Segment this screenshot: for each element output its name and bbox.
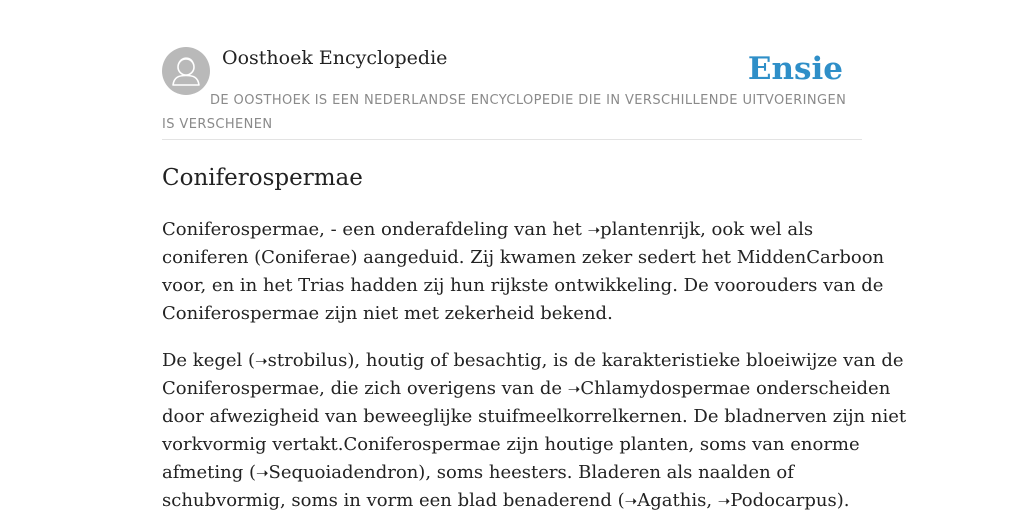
- text-segment: coniferen (Coniferae) aangeduid. Zij kwamen zeker sedert het MiddenCarboon: [162, 247, 885, 268]
- text-segment: ).: [836, 490, 850, 511]
- paragraph-line: [162, 431, 862, 459]
- paragraph-line: [162, 487, 862, 512]
- text-segment: afmeting (: [162, 462, 256, 483]
- cross-reference-label: Sequoiadendron: [268, 462, 419, 483]
- paragraph-line: [162, 375, 891, 403]
- paragraph-line: [162, 272, 884, 300]
- text-segment: vorkvormig vertakt.Coniferospermae zijn houtige planten, soms van enorme: [162, 434, 860, 455]
- text-segment: onderscheiden: [750, 378, 891, 399]
- arrow-right-icon: ➝: [567, 380, 581, 398]
- source-title-link[interactable]: Oosthoek Encyclopedie: [222, 47, 448, 69]
- header-divider: [162, 139, 862, 140]
- arrow-right-icon: ➝: [587, 221, 601, 239]
- cross-reference-link[interactable]: [718, 490, 837, 511]
- article-paragraph: [162, 347, 907, 512]
- cross-reference-link[interactable]: [255, 350, 347, 371]
- arrow-right-icon: ➝: [717, 492, 731, 510]
- source-description: DE OOSTHOEK IS EEN NEDERLANDSE ENCYCLOPEDIE DIE IN VERSCHILLENDE UITVOERINGEN IS VERSCHENEN: [162, 93, 847, 132]
- text-segment: Coniferospermae, die zich overigens van de: [162, 378, 568, 399]
- text-segment: Coniferospermae zijn niet met zekerheid bekend.: [162, 303, 613, 324]
- arrow-right-icon: ➝: [255, 352, 268, 370]
- paragraph-line: [162, 244, 885, 272]
- article-body: [162, 216, 907, 512]
- cross-reference-link[interactable]: [588, 219, 701, 240]
- paragraph-line: [162, 403, 907, 431]
- text-segment: voor, en in het Trias hadden zij hun rijkste ontwikkeling. De voorouders van de: [162, 275, 884, 296]
- paragraph-line: [162, 216, 862, 244]
- paragraph-line: [162, 459, 862, 487]
- ensie-logo-link[interactable]: Ensie: [747, 51, 843, 87]
- cross-reference-label: strobilus: [267, 350, 348, 371]
- cross-reference-link[interactable]: [256, 462, 418, 483]
- cross-reference-label: plantenrijk: [600, 219, 701, 240]
- user-icon: [162, 47, 210, 95]
- text-segment: ), houtig of besachtig, is de karakteristieke bloeiwijze van de: [347, 350, 904, 371]
- article-paragraph: [162, 216, 885, 328]
- avatar[interactable]: [162, 47, 210, 95]
- text-segment: De kegel (: [162, 350, 256, 371]
- article-title: Coniferospermae: [162, 165, 363, 191]
- cross-reference-label: Podocarpus: [730, 490, 837, 511]
- text-segment: , ook wel als: [700, 219, 814, 240]
- cross-reference-label: Chlamydospermae: [580, 378, 751, 399]
- cross-reference-link[interactable]: [568, 378, 751, 399]
- arrow-right-icon: ➝: [624, 492, 638, 510]
- paragraph-line: [162, 347, 904, 375]
- text-segment: Coniferospermae, - een onderafdeling van het: [162, 219, 588, 240]
- text-segment: door afwezigheid van beweeglijke stuifmeelkorrelkernen. De bladnerven zijn niet: [162, 406, 907, 427]
- text-segment: ,: [706, 490, 718, 511]
- cross-reference-label: Agathis: [637, 490, 707, 511]
- paragraph-line: [162, 300, 862, 328]
- cross-reference-link[interactable]: [625, 490, 707, 511]
- text-segment: schubvormig, soms in vorm een blad benaderend (: [162, 490, 625, 511]
- arrow-right-icon: ➝: [255, 464, 269, 482]
- text-segment: ), soms heesters. Bladeren als naalden of: [418, 462, 794, 483]
